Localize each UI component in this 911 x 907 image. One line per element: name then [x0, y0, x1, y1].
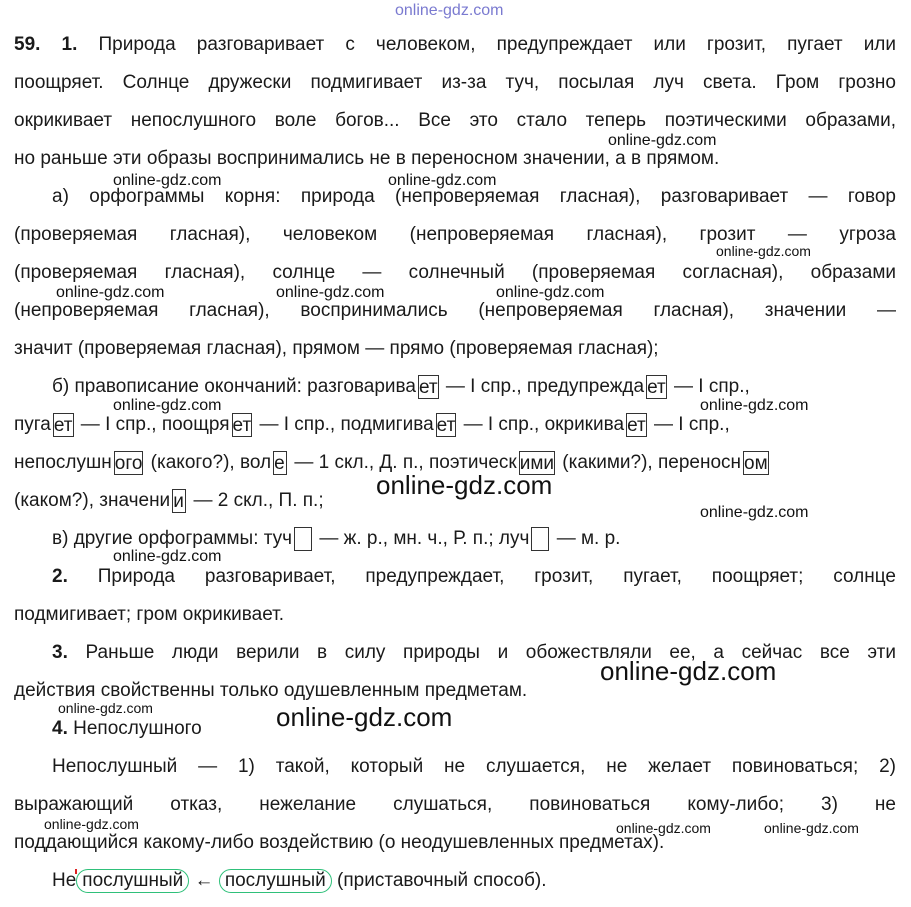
paragraph-line	[14, 831, 896, 855]
text: Природа разговаривает с человеком, предупреждает или грозит, пугает или	[98, 34, 896, 55]
ending-box: ет	[53, 415, 73, 436]
paragraph-line	[52, 565, 896, 589]
paragraph-line	[14, 603, 896, 627]
watermark: online-gdz.com	[395, 2, 504, 19]
base-word-oval: послушный	[76, 869, 189, 893]
text: выражающий отказ, нежелание слушаться, повиноваться кому-либо; 3) не	[14, 794, 896, 815]
paragraph-line	[14, 147, 896, 171]
paragraph-line	[14, 413, 896, 437]
base-word-oval: послушный	[219, 869, 332, 893]
text: в) другие орфограммы: туч	[52, 528, 293, 550]
text: ого	[184, 452, 213, 474]
paragraph-line	[14, 109, 896, 133]
watermark: online-gdz.com	[600, 656, 777, 686]
text: Природа разговаривает, предупреждает, грозит, пугает, поощряет; солнце	[97, 566, 896, 587]
watermark: online-gdz.com	[608, 132, 717, 149]
exercise-number: 59.	[14, 34, 41, 55]
paragraph-line	[52, 185, 896, 209]
text: (проверяемая гласная), человеком (непроверяемая гласная), грозит — угроза	[14, 224, 896, 245]
ending-box: ого	[114, 453, 143, 474]
watermark: online-gdz.com	[113, 172, 222, 189]
text: (как	[145, 452, 185, 474]
paragraph-line	[14, 679, 896, 703]
watermark: online-gdz.com	[276, 702, 453, 732]
ending-box: ет	[627, 415, 646, 436]
text: подмигивает; гром окрикивает.	[14, 604, 285, 625]
paragraph-line	[14, 793, 896, 817]
ending-box: ет	[418, 377, 438, 398]
watermark: online-gdz.com	[58, 700, 153, 716]
text: непослушн	[14, 452, 112, 474]
ending-box: ет	[647, 377, 666, 398]
text: Непослушный — 1) такой, который не слушается, не желает повиноваться; 2)	[52, 756, 896, 777]
paragraph-line	[14, 33, 896, 57]
text: но раньше эти образы воспринимались не в переносном значении, а в прямом.	[14, 148, 720, 169]
watermark: online-gdz.com	[376, 470, 553, 500]
paragraph-line	[14, 489, 896, 513]
watermark: online-gdz.com	[113, 397, 222, 414]
text: ом	[48, 490, 72, 512]
watermark: online-gdz.com	[716, 243, 811, 259]
watermark: online-gdz.com	[44, 816, 139, 832]
watermark: online-gdz.com	[496, 284, 605, 301]
paragraph-line	[14, 71, 896, 95]
ending-box: ом	[744, 453, 768, 474]
text: Раньше люди верили в силу природы и обожествляли ее, а сейчас все эти	[85, 642, 896, 663]
text: — I спр., поощря	[75, 414, 230, 436]
ending-box: ими	[519, 453, 555, 474]
text: — I спр.,	[648, 414, 730, 436]
text: б) правописание окончаний: разговарива	[52, 376, 416, 398]
text: — м. р.	[551, 528, 621, 550]
paragraph-line	[52, 755, 896, 779]
text: — ж. р., мн. ч., Р. п.; луч	[314, 528, 530, 550]
text: (как	[14, 490, 49, 512]
text: ими	[596, 452, 631, 474]
task-number: 2.	[52, 566, 68, 587]
paragraph-line	[14, 299, 896, 323]
paragraph-line	[52, 869, 896, 893]
paragraph-line	[52, 375, 896, 399]
text: ?), значени	[71, 490, 171, 512]
paragraph-line	[52, 641, 896, 665]
text: ←	[189, 870, 219, 891]
text: Непослушного	[73, 718, 202, 739]
text: (проверяемая гласная), солнце — солнечный (проверяемая согласная), образами	[14, 262, 896, 283]
text: ?), вол	[212, 452, 272, 474]
ending-box: и	[172, 489, 186, 513]
text: а) орфограммы корня: природа (непроверяемая гласная), разговаривает — говор	[52, 186, 896, 207]
text: — I спр., предупрежда	[440, 376, 645, 398]
watermark: online-gdz.com	[700, 504, 809, 521]
text: (как	[557, 452, 597, 474]
text: действия свойственны только одушевленным предметам.	[14, 680, 528, 701]
text: (приставочный способ).	[331, 870, 547, 891]
paragraph-line	[14, 451, 896, 475]
text: — I спр., окрикива	[458, 414, 625, 436]
text: — I спр.,	[668, 376, 750, 398]
text: поощряет. Солнце дружески подмигивает из-за туч, посылая луч света. Гром грозно	[14, 72, 896, 93]
watermark: online-gdz.com	[388, 172, 497, 189]
task-number: 1.	[61, 34, 78, 55]
task-number: 3.	[52, 642, 68, 663]
paragraph-line	[14, 223, 896, 247]
text: значит (проверяемая гласная), прямом — прямо (проверяемая гласная);	[14, 338, 659, 359]
ending-box: ет	[232, 415, 252, 436]
paragraph-line	[14, 337, 896, 361]
paragraph-line	[14, 261, 896, 285]
ending-box: е	[273, 451, 287, 475]
text: пуга	[14, 414, 51, 436]
watermark: online-gdz.com	[56, 284, 165, 301]
prefix-mark: Не	[52, 870, 77, 891]
empty-ending-box	[294, 527, 312, 551]
text: — 1 скл., Д. п., поэтическ	[289, 452, 517, 474]
watermark: online-gdz.com	[113, 548, 222, 565]
watermark: online-gdz.com	[700, 397, 809, 414]
task-number: 4.	[52, 718, 68, 739]
text: окрикивает непослушного воле богов... Все это стало теперь поэтическими образами,	[14, 110, 896, 131]
text: — I спр., подмигива	[254, 414, 434, 436]
watermark: online-gdz.com	[616, 820, 711, 836]
text: (непроверяемая гласная), воспринимались (непроверяемая гласная), значении —	[14, 300, 896, 321]
text: — 2 скл., П. п.;	[188, 490, 324, 512]
ending-box: ет	[436, 415, 456, 436]
text: ?), переносн	[630, 452, 742, 474]
watermark: online-gdz.com	[764, 820, 859, 836]
text: поддающийся какому-либо воздействию (о неодушевленных предметах).	[14, 832, 665, 853]
paragraph-line	[52, 717, 896, 741]
watermark: online-gdz.com	[276, 284, 385, 301]
paragraph-line	[52, 527, 896, 551]
empty-ending-box	[531, 527, 549, 551]
